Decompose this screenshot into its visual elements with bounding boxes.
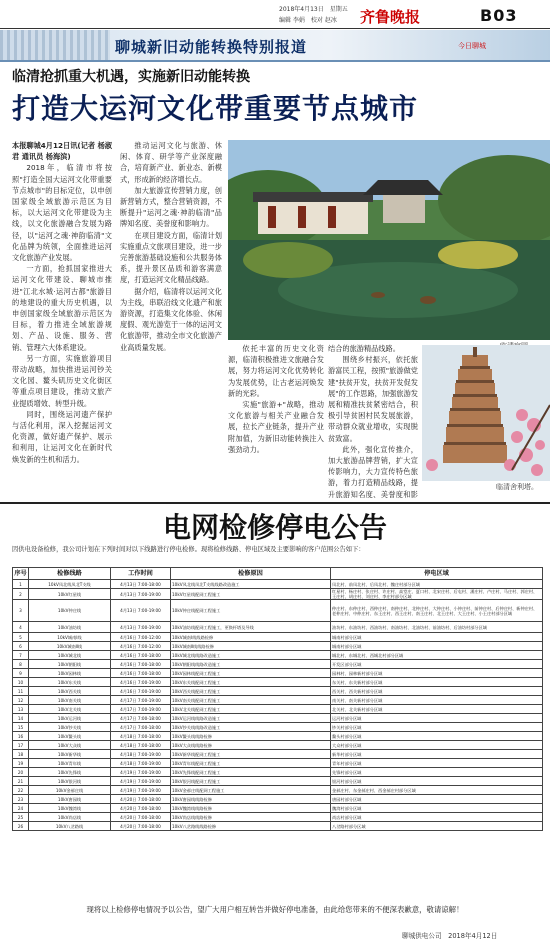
table-cell: 南关村、南关新村部分区域 xyxy=(331,696,543,705)
table-cell: 4月16日 7:00-19:00 xyxy=(111,678,171,687)
table-cell: 10kV青年线配网工程施工 xyxy=(171,759,331,768)
paragraph: 一方面，抢抓国家推进大运河文化带建设、聊城市推进"江北水城·运河古都"旅游目的地建设的重大历史机遇，以申创国家级全域旅游示范区为目标，着力推进全域旅游规划、产品、设施、服务、营销、管理六大体系建设。 xyxy=(12,264,112,352)
table-row xyxy=(13,804,543,813)
table-row xyxy=(13,651,543,660)
table-cell: 4月16日 7:00-18:00 xyxy=(111,669,171,678)
table-cell: 4 xyxy=(13,622,29,633)
column-header: 序号 xyxy=(13,568,29,580)
table-cell: 运河村部分区域 xyxy=(331,714,543,723)
garden-photo xyxy=(228,140,550,340)
table-cell: 1 xyxy=(13,580,29,589)
table-cell: 10kV唐园线线路检修 xyxy=(171,795,331,804)
table-cell: 新华村部分区域 xyxy=(331,750,543,759)
table-cell: 10kV仲庄线 xyxy=(29,600,111,622)
table-cell: 6 xyxy=(13,642,29,651)
paragraph: 另一方面，实施旅游项目带动战略，加快推进运河钞关文化园、鳌头矶历史文化街区等重点项目建设，推动文旅产业提质增效、转型升级。 xyxy=(12,353,112,408)
table-cell: 25 xyxy=(13,813,29,822)
banner-watermark: 今日聊城 xyxy=(458,42,486,50)
table-cell: 4月16日 7:00-18:00 xyxy=(111,660,171,669)
paragraph: 同时，围绕运河遗产保护与活化利用，深入挖掘运河文化资源，做好遗产保护、展示和利用，让运河文化在新时代焕发新的生机和活力。 xyxy=(12,409,112,464)
table-cell: 10kV红星线 xyxy=(29,589,111,600)
table-cell: 10kV魏湾线线路检修 xyxy=(171,804,331,813)
table-cell: 4月18日 7:00-18:00 xyxy=(111,732,171,741)
table-cell: 鳌头村部分区域 xyxy=(331,732,543,741)
table-cell: 4月16日 7:00-12:00 xyxy=(111,642,171,651)
table-cell: 16 xyxy=(13,732,29,741)
table-cell: 10kV东关线 xyxy=(29,678,111,687)
paragraph: 结合的旅游精品线路。 xyxy=(328,344,400,353)
table-cell: 4月16日 7:00-12:00 xyxy=(111,633,171,642)
paragraph: 实施"旅游+"战略，推动文化旅游与相关产业融合发展，拉长产业链条，提升产业附加值，为新旧动能转换注入强劲动力。 xyxy=(228,400,324,454)
table-row xyxy=(13,669,543,678)
table-cell: 10kV钞关线线路改造施工 xyxy=(171,723,331,732)
table-cell: 园林村、园林新村部分区域 xyxy=(331,669,543,678)
table-row xyxy=(13,633,543,642)
table-cell: 2 xyxy=(13,589,29,600)
table-cell: 仲庄村、东仲庄村、西仲庄村、南仲庄村、北仲庄村、大仲庄村、小仲庄村、前仲庄村、后仲庄村、新仲庄村、老仲庄村、中仲庄村、东王庄村、西王庄村、南王庄村、北王庄村、大王庄村、小王庄村部分区域 xyxy=(331,600,543,622)
section-divider xyxy=(0,502,550,504)
table-cell: 4月20日 7:00-18:00 xyxy=(111,804,171,813)
table-cell: 10kV鳌头线 xyxy=(29,732,111,741)
table-cell: 18 xyxy=(13,750,29,759)
paragraph: 在项目建设方面，临清计划实施重点文旅项目建设，进一步完善旅游基础设施和公共服务体系，提升景区品质和游客满意度，打造运河文化精品线路。 xyxy=(120,230,222,285)
column-header: 检修线路 xyxy=(29,568,111,580)
banner-title: 聊城新旧动能转换特别报道 xyxy=(115,38,308,56)
table-cell: 4月17日 7:00-18:00 xyxy=(111,723,171,732)
paragraph: 此外，强化宣传推介，加大旅游品牌营销，扩大宣传影响力，大力宣传特色旅游，着力打造精品线路，提升旅游知名度、美誉度和影 xyxy=(328,444,418,499)
table-cell: 4月19日 7:00-19:00 xyxy=(111,777,171,786)
table-cell: 26 xyxy=(13,822,29,831)
special-report-banner xyxy=(0,30,550,62)
table-cell: 10kV大众线线路检修 xyxy=(171,741,331,750)
table-row xyxy=(13,759,543,768)
pagoda-photo-caption: 临清舍利塔。 xyxy=(496,483,538,491)
table-cell: 唐园村部分区域 xyxy=(331,795,543,804)
table-cell: 10kV油坊线 xyxy=(29,622,111,633)
table-cell: 10kV城南Ⅱ线线路检修 xyxy=(171,642,331,651)
table-cell: 13 xyxy=(13,705,29,714)
table-cell: 14 xyxy=(13,714,29,723)
table-cell: 4月19日 7:00-19:00 xyxy=(111,768,171,777)
skyline-graphic xyxy=(0,30,110,60)
table-cell: 4月17日 7:00-18:00 xyxy=(111,714,171,723)
column-header: 停电区域 xyxy=(331,568,543,580)
issue-date: 2018年4月13日 星期五 xyxy=(279,6,348,13)
table-cell: 10kV先锋线配网工程施工 xyxy=(171,768,331,777)
table-cell: 10kV金郝庄线 xyxy=(29,786,111,795)
table-cell: 10kV尚店线 xyxy=(29,813,111,822)
column-header: 检修原因 xyxy=(171,568,331,580)
table-row xyxy=(13,813,543,822)
table-cell: 10kV园林线 xyxy=(29,669,111,678)
paragraph: 2018年，临清市将按照"打造全国大运河文化带重要节点城市"的目标定位，以申创国家级全域旅游示范区为目标，以大运河文化带建设为主线，以文化旅游融合发展为路径，以"运河之魂·神韵临清"文化品牌为统领，全面推进运河文化旅游产业发展。 xyxy=(12,163,112,263)
table-cell: 10kV尚店线线路检修 xyxy=(171,813,331,822)
table-row xyxy=(13,741,543,750)
table-cell: 10kV银河线 xyxy=(29,777,111,786)
table-cell: 10kV城北线线路改造施工 xyxy=(171,651,331,660)
notice-intro: 因供电设备检修，我公司计划在下列时间对以下线路进行停电检修。现将检修线路、停电区域及主要影响的客户范围公告如下： xyxy=(12,546,365,553)
table-cell: 24 xyxy=(13,804,29,813)
article-column-1 xyxy=(12,140,112,500)
table-cell: 20 xyxy=(13,768,29,777)
table-cell: 10kV园林线配网工程施工 xyxy=(171,669,331,678)
newspaper-logo: 齐鲁晚报 xyxy=(360,8,421,26)
page-number: B03 xyxy=(480,6,518,25)
table-row xyxy=(13,732,543,741)
table-cell: 4月20日 7:00-18:00 xyxy=(111,813,171,822)
table-cell: 10kV西关线 xyxy=(29,687,111,696)
table-cell: 9 xyxy=(13,669,29,678)
table-cell: 10kV仲庄线配网工程施工 xyxy=(171,600,331,622)
table-row xyxy=(13,696,543,705)
table-cell: 10kV南关线配网工程施工 xyxy=(171,696,331,705)
table-cell: 开发区部分区域 xyxy=(331,660,543,669)
table-cell: 4月13日 7:00-18:00 xyxy=(111,580,171,589)
table-row xyxy=(13,622,543,633)
table-cell: 10kV油坊线配网工程施工，更换杆塔及导线 xyxy=(171,622,331,633)
table-cell: 红星村、杨庄村、张庄村、许庄村、高堂庄、夏口村、北宋庄村、后屯村、潘庄村、卢庄村、马庄村、郭庄村、王庄村、胡庄村、刘庄村、李庄村部分区域 xyxy=(331,589,543,600)
editors-line: 编辑 李娟 校对 赵冰 xyxy=(279,17,337,24)
table-cell: 4月16日 7:00-18:00 xyxy=(111,651,171,660)
article-column-4 xyxy=(328,343,418,500)
table-cell: 银河村部分区域 xyxy=(331,777,543,786)
table-cell: 青年村部分区域 xyxy=(331,759,543,768)
table-cell: 4月16日 7:00-19:00 xyxy=(111,687,171,696)
table-row xyxy=(13,589,543,600)
table-cell: 10kV八岔路线 xyxy=(29,822,111,831)
table-row xyxy=(13,795,543,804)
table-cell: 10kV鳌头线线路检修 xyxy=(171,732,331,741)
notice-closing: 现将以上检修停电情况予以公告，望广大用户相互转告并做好停电准备，由此给您带来的不便深表歉意，敬请谅解！ xyxy=(86,905,464,914)
table-cell: 10kV东关线配网工程施工 xyxy=(171,678,331,687)
table-cell: 10kV八岔路线线路检修 xyxy=(171,822,331,831)
table-cell: 10kV青年线 xyxy=(29,759,111,768)
table-cell: 4月18日 7:00-19:00 xyxy=(111,750,171,759)
table-row xyxy=(13,687,543,696)
table-cell: 4月13日 7:00-19:00 xyxy=(111,589,171,600)
table-cell: 15 xyxy=(13,723,29,732)
article-column-2 xyxy=(120,140,222,500)
article-subtitle: 临清抢抓重大机遇，实施新旧动能转换 xyxy=(12,69,250,85)
table-cell: 12 xyxy=(13,696,29,705)
table-cell: 4月20日 7:00-18:00 xyxy=(111,822,171,831)
table-cell: 油坊村、东油坊村、西油坊村、南油坊村、北油坊村、前油坊村、后油坊村部分区域 xyxy=(331,622,543,633)
table-cell: 10kV金郝庄线配网工程施工 xyxy=(171,786,331,795)
table-cell: 10kV南关线 xyxy=(29,696,111,705)
article-column-3 xyxy=(228,343,324,500)
table-cell: 10kV朝阳线线路改造施工 xyxy=(171,660,331,669)
table-cell: 大众村部分区域 xyxy=(331,741,543,750)
notice-signature: 聊城供电公司 2018年4月12日 xyxy=(402,932,498,940)
article-headline: 打造大运河文化带重要节点城市 xyxy=(12,92,419,125)
table-cell: 4月18日 7:00-19:00 xyxy=(111,759,171,768)
table-cell: 10kV朝阳线 xyxy=(29,660,111,669)
table-cell: 4月17日 7:00-19:00 xyxy=(111,705,171,714)
table-cell: 先锋村部分区域 xyxy=(331,768,543,777)
paragraph: 推动运河文化与旅游、休闲、体育、研学等产业深度融合，培育新产业、新业态、新模式，形成新的经济增长点。 xyxy=(120,141,222,184)
table-row xyxy=(13,750,543,759)
table-cell: 城北村、东城北村、西城北村部分区域 xyxy=(331,651,543,660)
table-row xyxy=(13,705,543,714)
table-row xyxy=(13,786,543,795)
table-cell: 7 xyxy=(13,651,29,660)
table-cell: 4月18日 7:00-18:00 xyxy=(111,741,171,750)
table-cell: 魏湾村部分区域 xyxy=(331,804,543,813)
table-cell: 10kV新华线 xyxy=(29,750,111,759)
table-cell: 4月19日 7:00-19:00 xyxy=(111,786,171,795)
table-cell: 10kV西关线配网工程施工 xyxy=(171,687,331,696)
table-row xyxy=(13,768,543,777)
table-cell: 西关村、西关新村部分区域 xyxy=(331,687,543,696)
table-row xyxy=(13,600,543,622)
table-cell: 10kV城南I线线路检修 xyxy=(171,633,331,642)
table-cell: 10kV新华线配网工程施工 xyxy=(171,750,331,759)
table-cell: 北关村、北关新村部分区域 xyxy=(331,705,543,714)
notice-title: 电网检修停电公告 xyxy=(162,511,387,544)
table-cell: 4月13日 7:00-19:00 xyxy=(111,622,171,633)
table-cell: 23 xyxy=(13,795,29,804)
table-cell: 10kV运河线 xyxy=(29,714,111,723)
table-cell: 东关村、东关新村部分区域 xyxy=(331,678,543,687)
table-cell: 10 xyxy=(13,678,29,687)
byline: 本报聊城4月12日讯(记者 杨淑君 通讯员 杨海滨) xyxy=(12,141,112,162)
pagoda-photo xyxy=(422,345,550,481)
table-row xyxy=(13,822,543,831)
table-cell: 城南村部分区域 xyxy=(331,642,543,651)
table-cell: 21 xyxy=(13,777,29,786)
column-header: 工作时间 xyxy=(111,568,171,580)
paragraph: 据介绍，临清将以运河文化为主线，串联沿线文化遗产和旅游资源，打造集文化体验、休闲度假、观光游览于一体的运河文化旅游带，推动全市文化旅游产业高质量发展。 xyxy=(120,286,222,352)
table-cell: 8 xyxy=(13,660,29,669)
paragraph: 加大旅游宣传营销力度，创新营销方式，整合营销资源，不断提升"运河之魂·神韵临清"品牌知名度、美誉度和影响力。 xyxy=(120,185,222,229)
table-cell: 11 xyxy=(13,687,29,696)
table-cell: 10kV运河线线路改造施工 xyxy=(171,714,331,723)
table-cell: 10kV凤北线凤北T支线线路改造施工 xyxy=(171,580,331,589)
table-cell: 5 xyxy=(13,633,29,642)
table-cell: 八岔路村部分区域 xyxy=(331,822,543,831)
table-cell: 10kV北关线配网工程施工 xyxy=(171,705,331,714)
table-cell: 10kV凤北线凤北T支线 xyxy=(29,580,111,589)
table-cell: 4月17日 7:00-19:00 xyxy=(111,696,171,705)
table-cell: 10kV先锋线 xyxy=(29,768,111,777)
table-row xyxy=(13,777,543,786)
page-header xyxy=(0,0,550,29)
table-cell: 19 xyxy=(13,759,29,768)
table-cell: 10kV城北线 xyxy=(29,651,111,660)
table-row xyxy=(13,714,543,723)
table-row xyxy=(13,678,543,687)
table-cell: 10kV红星线配网工程施工 xyxy=(171,589,331,600)
table-cell: 钞关村部分区域 xyxy=(331,723,543,732)
table-cell: 4月13日 7:00-19:00 xyxy=(111,600,171,622)
table-cell: 22 xyxy=(13,786,29,795)
table-cell: 10kV钞关线 xyxy=(29,723,111,732)
table-cell: 10kV银河线配网工程施工 xyxy=(171,777,331,786)
table-cell: 10kV北关线 xyxy=(29,705,111,714)
table-cell: 3 xyxy=(13,600,29,622)
table-row xyxy=(13,580,543,589)
table-cell: 凤北村、前凤北村、后凤北村、魏庄村部分区域 xyxy=(331,580,543,589)
table-cell: 10kV城南I线 xyxy=(29,633,111,642)
table-cell: 10kV魏湾线 xyxy=(29,804,111,813)
table-cell: 10kV大众线 xyxy=(29,741,111,750)
table-cell: 城南村部分区域 xyxy=(331,633,543,642)
table-row xyxy=(13,660,543,669)
table-row xyxy=(13,723,543,732)
table-cell: 10kV城南Ⅱ线 xyxy=(29,642,111,651)
outage-table xyxy=(12,567,543,831)
table-header-row xyxy=(13,568,543,580)
paragraph: 依托丰富的历史文化资源，临清积极推进文旅融合发展，努力将运河文化优势转化为发展优势，让古老运河焕发新的光彩。 xyxy=(228,344,324,398)
table-cell: 金郝庄村、东金郝庄村、西金郝庄村部分区域 xyxy=(331,786,543,795)
table-row xyxy=(13,642,543,651)
table-cell: 尚店村部分区域 xyxy=(331,813,543,822)
table-cell: 17 xyxy=(13,741,29,750)
paragraph: 围绕乡村振兴，依托旅游富民工程，按照"旅游做党建"扶贫开发，扶贫开发促发展"的工作思路，加强旅游发展和精准扶贫紧密结合，积极引导贫困村民发展旅游，带动群众就业增收，实现脱贫致富。 xyxy=(328,355,418,443)
table-cell: 4月20日 7:00-18:00 xyxy=(111,795,171,804)
table-cell: 10kV唐园线 xyxy=(29,795,111,804)
